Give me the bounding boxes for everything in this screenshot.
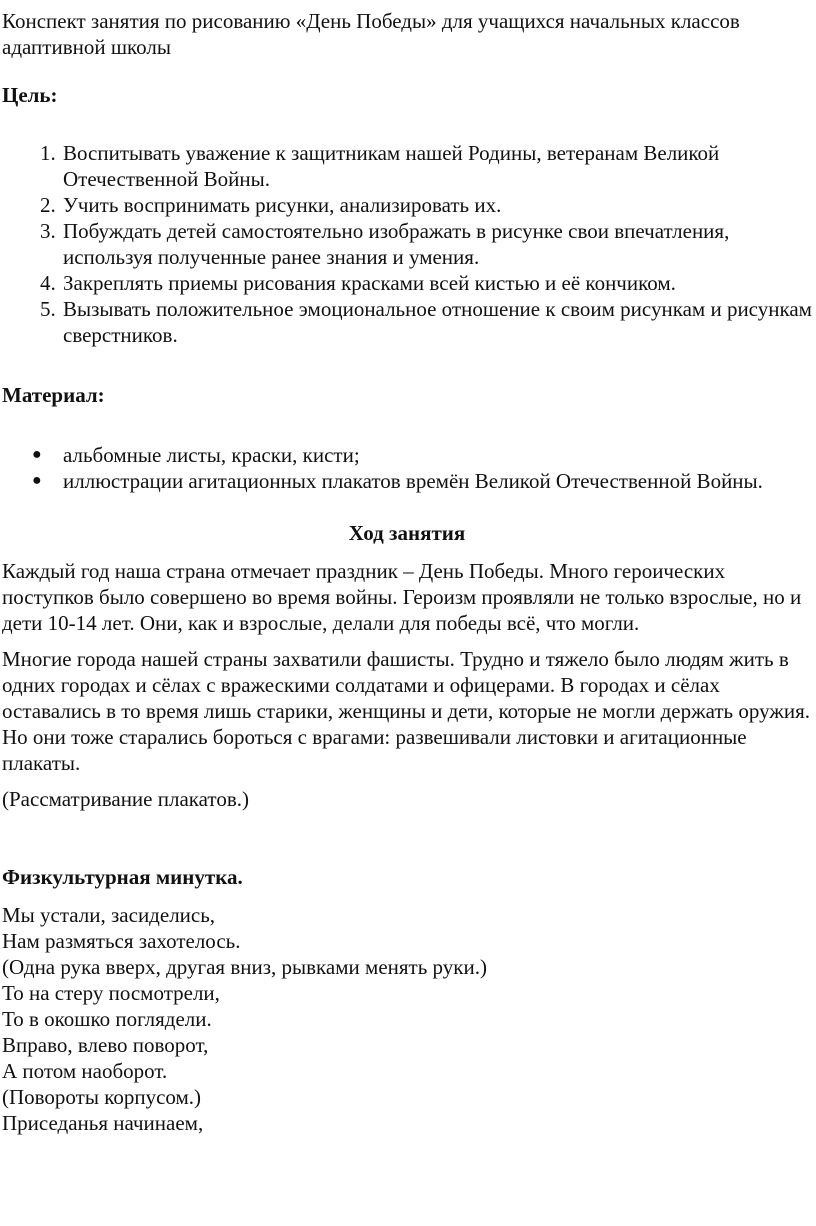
goal-item: 5. Вызывать положительное эмоциональное отношение к своим рисункам и рисункам сверстников. [61, 296, 812, 348]
document-title: Конспект занятия по рисованию «День Победы» для учащихся начальных классов адаптивной школы [2, 9, 740, 59]
bullet-icon: ● [32, 472, 42, 489]
poem-line: Вправо, влево поворот, [2, 1033, 209, 1057]
poem-line: Приседанья начинаем, [2, 1111, 204, 1135]
poem-line: (Одна рука вверх, другая вниз, рывками менять руки.) [2, 955, 487, 979]
materials-list [2, 442, 812, 494]
poem-line: Нам размяться захотелось. [2, 929, 241, 953]
goal-item: 1. Воспитывать уважение к защитникам нашей Родины, ветеранам Великой Отечественной Войны. [61, 140, 812, 192]
paragraph: (Рассматривание плакатов.) [2, 787, 249, 811]
material-item [32, 468, 812, 494]
goal-item: 3. Побуждать детей самостоятельно изображать в рисунке свои впечатления, используя полученные ранее знания и умения. [61, 218, 812, 270]
material-item-text: альбомные листы, краски, кисти; [63, 443, 360, 467]
paragraph: Каждый год наша страна отмечает праздник – День Победы. Много героических поступков было совершено во время войны. Героизм проявляли не только взрослые, но и дети 10-14 лет. Они, как и взрослые, делали для победы всё, что могли. [2, 559, 802, 635]
paragraph: Многие города нашей страны захватили фашисты. Трудно и тяжело было людям жить в одних городах и сёлах с вражескими солдатами и офицерами. В городах и сёлах оставались в то время лишь старики, женщины и дети, которые не могли держать оружия. Но они тоже старались бороться с врагами: развешивали листовки и агитационные плакаты. [2, 647, 810, 775]
goal-heading: Цель: [2, 83, 58, 107]
material-item [32, 442, 812, 468]
poem-line: А потом наоборот. [2, 1059, 168, 1083]
lesson-heading: Ход занятия [348, 521, 466, 545]
material-heading: Материал: [2, 383, 105, 407]
bullet-icon: ● [32, 446, 42, 463]
goal-item: 2. Учить воспринимать рисунки, анализировать их. [61, 192, 812, 218]
goals-list [2, 140, 812, 348]
goal-item: 4. Закреплять приемы рисования красками всей кистью и её кончиком. [61, 270, 812, 296]
poem-line: То на стеру посмотрели, [2, 981, 220, 1005]
poem-line: (Повороты корпусом.) [2, 1085, 202, 1109]
poem [2, 902, 812, 1136]
poem-line: Мы устали, засиделись, [2, 903, 216, 927]
poem-line: То в окошко поглядели. [2, 1007, 212, 1031]
material-item-text: иллюстрации агитационных плакатов времён Великой Отечественной Войны. [63, 469, 763, 493]
exercise-heading: Физкультурная минутка. [2, 865, 243, 889]
